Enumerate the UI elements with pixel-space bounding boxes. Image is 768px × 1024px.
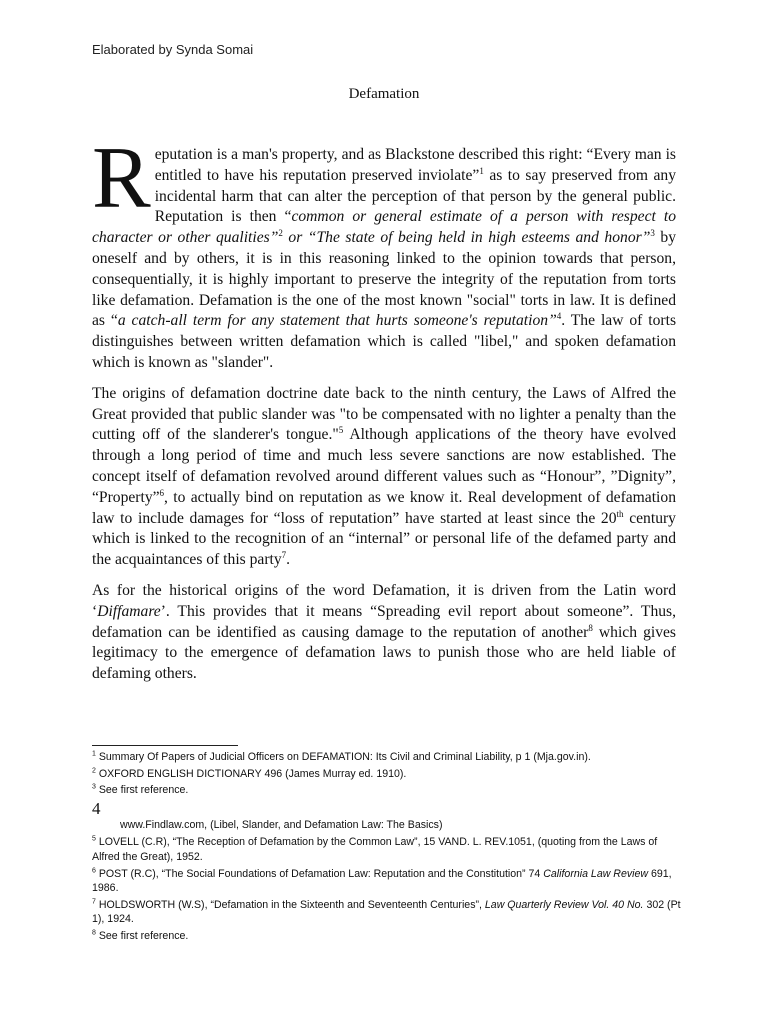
page-title: Defamation: [348, 86, 420, 102]
footnote-separator: [92, 745, 238, 746]
p1-text: by oneself and by others, it is in this reasoning linked to the opinion towards that person, consequentially, it is highly important to preserve the integrity of the reputation from torts like defamation. Defamation is the one of the most known "social" torts in law. It is defined as “: [92, 229, 676, 330]
footnote-text: LOVELL (C.R), “The Reception of Defamation by the Common Law”, 15 VAND. L. REV.1051, (quoting from the Laws of Alfred the Great), 1952.: [92, 836, 658, 863]
footnote-5: [92, 835, 682, 864]
p2-text: Although applications of the theory have evolved through a long period of time and much less severe sanctions are now established. The concept itself of defamation revolved around different values such as “Honour”, ”Dignity”, “Property”: [92, 426, 676, 506]
p1-quote: common or general estimate of a person with respect to character or other qualities: [92, 208, 676, 247]
p1-quote: a catch-all term for any statement that hurts someone's reputation: [117, 312, 549, 330]
footnote-number: 7: [92, 898, 96, 906]
paragraph-1: [92, 130, 677, 374]
p1-text: eputation is a man's property, and as Blackstone described this right: “Every man is entitled to have his reputation preserved inviolate”: [154, 146, 676, 184]
drop-cap: R: [92, 130, 151, 227]
footnote-4-number: 4: [92, 798, 101, 818]
p1-text: ”: [548, 312, 557, 330]
latin-word: Diffamare: [97, 602, 161, 620]
p3-text: ’. This provides that it means “Spreading evil report about someone”. Thus, defamation can be identified as causing damage to the reputation of another: [92, 602, 676, 641]
footnote-4: www.Findlaw.com, (Libel, Slander, and Defamation Law: The Basics): [120, 818, 443, 831]
body-text: [92, 130, 677, 695]
footnote-7: [92, 898, 682, 927]
footnote-ref: 5: [338, 425, 344, 436]
footnote-3: [92, 783, 682, 798]
page-header: Elaborated by Synda Somai: [92, 42, 254, 57]
p2-text: .: [286, 551, 291, 569]
journal-title: California Law Review: [543, 867, 649, 880]
p2-text: century which is linked to the recognition of an “internal” or personal life of the defamed party and the acquaintances of this party: [92, 509, 676, 569]
p2-text: , to actually bind on reputation as we know it. Real development of defamation law to include damages for “loss of reputation” have started at least since the 20: [92, 488, 676, 527]
footnote-text: OXFORD ENGLISH DICTIONARY 496 (James Murray ed. 1910).: [95, 767, 407, 780]
p1-text: or “: [282, 229, 317, 247]
footnote-ref: 1: [479, 165, 484, 176]
footnote-text: POST (R.C), “The Social Foundations of Defamation Law: Reputation and the Constitution” 74: [95, 867, 544, 880]
footnote-number: 1: [92, 750, 96, 758]
footnote-text: HOLDSWORTH (W.S), “Defamation in the Sixteenth and Seventeenth Centuries”,: [95, 898, 485, 911]
footnote-6: [92, 867, 682, 896]
p1-quote: The state of being held in high esteems and honor: [316, 229, 642, 247]
footnote-number: 8: [92, 929, 96, 937]
footnote-text: 691, 1986.: [92, 867, 672, 895]
footnote-number: 3: [92, 783, 96, 791]
footnote-ref: 4: [556, 311, 562, 322]
footnotes: [92, 750, 682, 946]
footnote-number: 6: [92, 867, 96, 875]
p2-text: The origins of defamation doctrine date back to the ninth century, the Laws of Alfred the Great provided that public slander was "to be compensated with no lighter a penalty than the cutting off of the slanderer's tongue.": [92, 384, 676, 444]
footnote-ref: 7: [281, 549, 287, 560]
footnote-text: See first reference.: [95, 784, 189, 797]
paragraph-2: [92, 384, 676, 571]
footnote-ref: 3: [650, 228, 655, 238]
footnote-ref: 6: [159, 487, 165, 498]
footnote-text: See first reference.: [95, 929, 189, 942]
footnote-8: [92, 929, 682, 944]
p3-text: which gives legitimacy to the emergence of defamation laws to punish those who are held liable of defaming others.: [92, 623, 676, 683]
footnote-number: 2: [92, 767, 96, 775]
footnote-ref: 8: [588, 622, 593, 633]
p1-text: ”: [641, 229, 651, 247]
footnote-1: [92, 750, 682, 765]
footnote-2: [92, 767, 682, 782]
paragraph-3: [92, 581, 676, 685]
footnote-number: 5: [92, 835, 96, 843]
journal-title: Law Quarterly Review Vol. 40 No.: [484, 898, 644, 911]
p1-text: ”: [269, 229, 279, 247]
p1-text: as to say preserved from any incidental harm that can alter the perception of that person by the general public. Reputation is then “: [154, 166, 677, 226]
footnote-text: 302 (Pt 1), 1924.: [92, 898, 681, 926]
p3-text: As for the historical origins of the word Defamation, it is driven from the Latin word ‘: [92, 581, 676, 620]
p1-text: . The law of torts distinguishes between written defamation which is called "libel," and spoken defamation which is known as "slander".: [92, 312, 677, 371]
ordinal-suffix: th: [616, 508, 624, 519]
footnote-ref: 2: [278, 228, 283, 238]
footnote-text: Summary Of Papers of Judicial Officers on DEFAMATION: Its Civil and Criminal Liability, p 1 (Mja.gov.in).: [95, 751, 591, 763]
